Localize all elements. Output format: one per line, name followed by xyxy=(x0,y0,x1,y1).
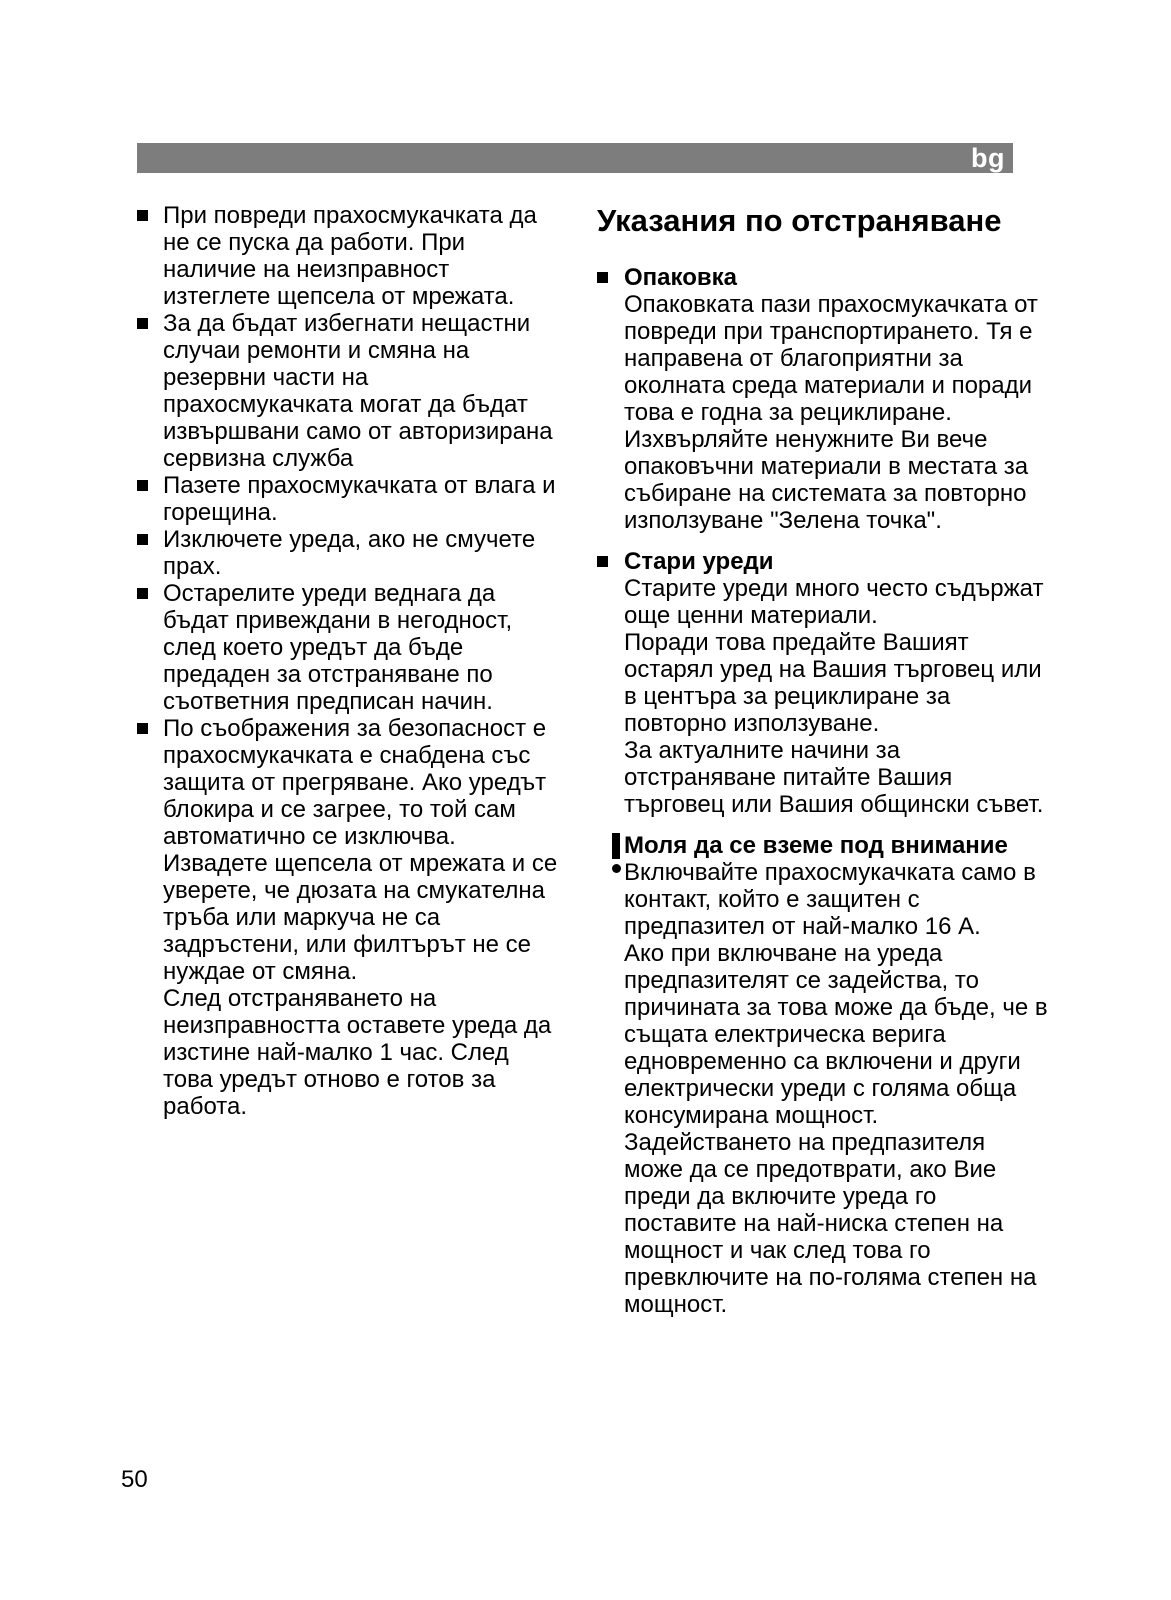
section-heading: Опаковка xyxy=(624,264,737,291)
page-title: Указания по отстраняване xyxy=(597,203,1002,238)
square-bullet-icon xyxy=(597,272,608,283)
list-item xyxy=(137,580,561,715)
section-old-appliances xyxy=(597,548,1049,818)
header-bar xyxy=(137,143,1013,173)
bullet-text: Остарелите уреди веднага да бъдат привеждани в негодност, след което уредът да бъде предаден за отстраняване по съответния предписан начин. xyxy=(163,580,513,715)
square-bullet-icon xyxy=(597,556,608,567)
section-paragraph: Изхвърляйте ненужните Ви вече опаковъчни материали в местата за събиране на системата за повторно използуване "Зелена точка". xyxy=(624,426,1029,534)
section-please-note xyxy=(597,832,1049,1318)
bullet-text: Изключете уреда, ако не смучете прах. xyxy=(163,526,536,580)
section-heading: Стари уреди xyxy=(624,548,774,575)
square-bullet-icon xyxy=(137,480,148,491)
bullet-text: Пазете прахосмукачката от влага и горещина. xyxy=(163,472,556,526)
language-code-badge: bg xyxy=(971,142,1005,173)
exclamation-dot xyxy=(612,864,621,873)
safety-notes-column xyxy=(137,202,561,1120)
square-bullet-icon xyxy=(137,588,148,599)
bullet-text: По съображения за безопасност е прахосмукачката е снабдена със защита от прегряване. Ако уредът блокира и се загрее, то той сам автоматично се изключва. xyxy=(163,715,547,850)
exclamation-bar xyxy=(612,833,620,859)
square-bullet-icon xyxy=(137,210,148,221)
section-paragraph: Старите уреди много често съдържат още ценни материали. xyxy=(624,575,1044,629)
list-item xyxy=(137,472,561,526)
square-bullet-icon xyxy=(137,534,148,545)
square-bullet-icon xyxy=(137,723,148,734)
list-item xyxy=(137,202,561,310)
section-heading: Моля да се вземе под внимание xyxy=(624,832,1008,859)
bullet-text: След отстраняването на неизправността оставете уреда да изстине най-малко 1 час. След това уредът отново е готов за работа. xyxy=(163,985,552,1120)
bullet-text: При повреди прахосмукачката да не се пуска да работи. При наличие на неизправност изтеглете щепсела от мрежата. xyxy=(163,202,537,310)
section-paragraph: Ако при включване на уреда предпазителят се задейства, то причината за това може да бъде, че в същата електрическа верига едновременно са включени и други електрически уреди с голяма обща консумирана мощност. xyxy=(624,940,1048,1129)
section-paragraph: Опаковката пази прахосмукачката от повреди при транспортирането. Тя е направена от благоприятни за околната среда материали и поради това е годна за рециклиране. xyxy=(624,291,1038,426)
list-item xyxy=(137,715,561,1120)
section-paragraph: Поради това предайте Вашият остарял уред на Вашия търговец или в центъра за рециклиране за повторно използуване. xyxy=(624,629,1042,737)
section-paragraph: Задействането на предпазителя може да се предотврати, ако Вие преди да включите уреда го поставите на най-ниска степен на мощност и чак след това го превключите на по-голяма степен на мощност. xyxy=(624,1129,1037,1318)
bullet-text: Извадете щепсела от мрежата и се уверете, че дюзата на смукателна тръба или маркуча не са задръстени, или филтърът не се нуждае от смяна. xyxy=(163,850,558,985)
section-paragraph: За актуалните начини за отстраняване питайте Вашия търговец или Вашия общински съвет. xyxy=(624,737,1044,818)
list-item xyxy=(137,526,561,580)
disposal-column xyxy=(597,202,1049,1318)
section-packaging xyxy=(597,264,1049,534)
page-number: 50 xyxy=(121,1466,148,1493)
bullet-text: За да бъдат избегнати нещастни случаи ремонти и смяна на резервни части на прахосмукачката могат да бъдат извършвани само от авторизирана сервизна служба xyxy=(163,310,553,472)
safety-bullet-list xyxy=(137,202,561,1120)
list-item xyxy=(137,310,561,472)
square-bullet-icon xyxy=(137,318,148,329)
exclamation-icon xyxy=(611,833,621,873)
section-paragraph: Включвайте прахосмукачката само в контакт, който е защитен с предпазител от най-малко 16 А. xyxy=(624,859,1036,940)
